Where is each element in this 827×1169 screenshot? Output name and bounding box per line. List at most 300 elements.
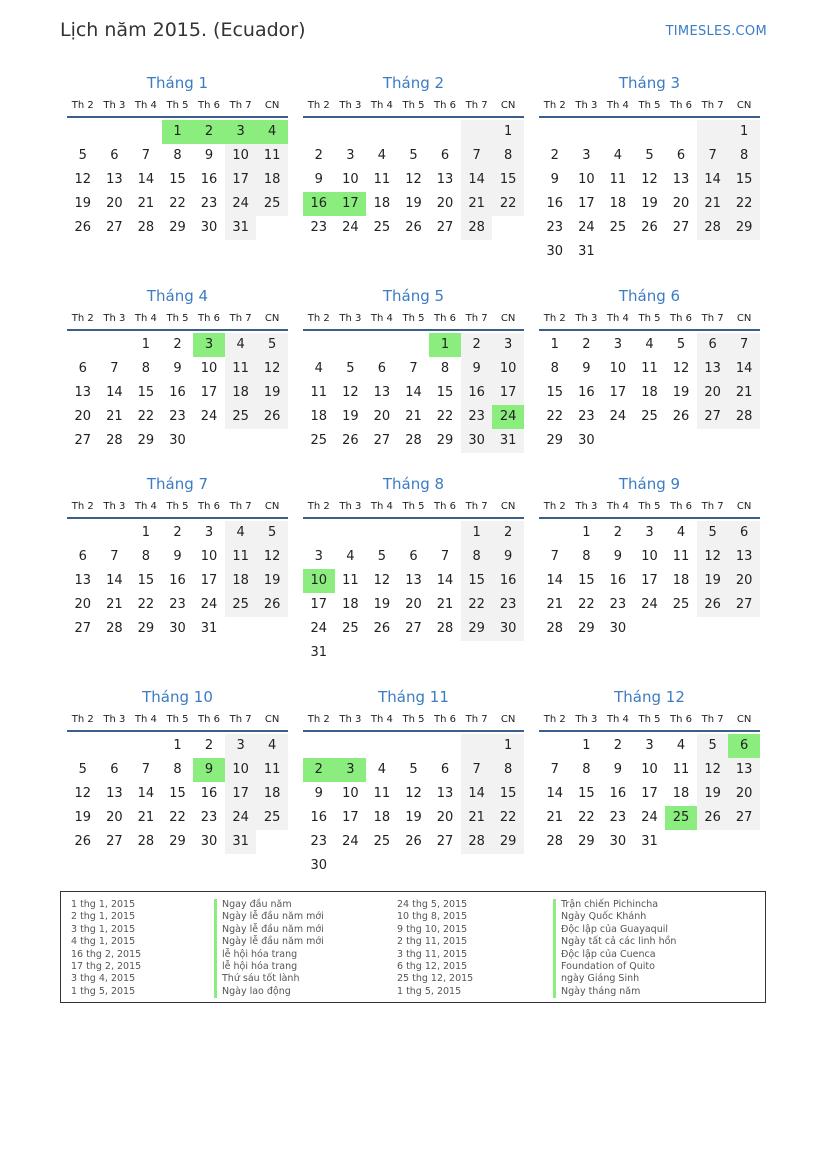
- day-cell: 6: [78, 361, 87, 376]
- day-cell: 10: [342, 172, 359, 187]
- day-cell: 30: [461, 429, 493, 453]
- day-cell: 21: [436, 597, 454, 612]
- weekday-label: CN: [264, 99, 280, 111]
- day-cell: 17: [641, 786, 658, 801]
- day-cell: 11: [373, 786, 391, 801]
- day-cell: 13: [373, 385, 391, 400]
- day-cell: 25: [225, 593, 257, 617]
- day-cell: 5: [409, 148, 418, 163]
- weekday-label: Th 2: [71, 99, 94, 111]
- day-cell: 28: [436, 621, 454, 636]
- day-cell: 20: [728, 782, 760, 806]
- day-cell: 29: [492, 830, 524, 854]
- empty-cell: [130, 734, 162, 758]
- day-cell: 24: [200, 409, 218, 424]
- day-cell: 20: [74, 409, 92, 424]
- day-cell: 8: [582, 549, 591, 564]
- day-cell: 29: [137, 621, 155, 636]
- empty-cell: [303, 521, 335, 545]
- day-cell: 29: [169, 220, 186, 235]
- day-cell: 16: [200, 172, 218, 187]
- day-cell: 27: [728, 806, 760, 830]
- day-cell: 26: [672, 409, 690, 424]
- day-cell: 28: [137, 220, 155, 235]
- weekday-label: Th 3: [339, 500, 362, 512]
- day-cell: 29: [728, 216, 760, 240]
- day-cell: 17: [578, 196, 595, 211]
- weekday-label: Th 5: [638, 99, 661, 111]
- weekday-label: Th 5: [402, 312, 425, 324]
- weekday-label: Th 7: [229, 713, 252, 725]
- month-block: [303, 473, 524, 665]
- weekday-header: [67, 708, 288, 732]
- day-cell: 5: [697, 734, 729, 758]
- day-cell: 27: [106, 834, 123, 849]
- month-title: Tháng 8: [382, 475, 445, 493]
- weekday-label: Th 4: [370, 312, 393, 324]
- day-cell: 29: [578, 621, 595, 636]
- weekday-label: Th 7: [465, 312, 488, 324]
- day-cell: 24: [200, 597, 218, 612]
- day-cell: 22: [492, 806, 524, 830]
- day-cell: 9: [314, 172, 323, 187]
- legend-holiday-name: Foundation of Quito: [553, 961, 676, 973]
- day-cell: 6: [697, 333, 729, 357]
- empty-cell: [461, 120, 493, 144]
- weekday-label: CN: [264, 713, 280, 725]
- day-cell: 1: [141, 337, 151, 352]
- day-cell: 8: [461, 545, 493, 569]
- day-cell: 25: [609, 220, 627, 235]
- weekday-label: CN: [500, 500, 516, 512]
- day-cell: 20: [436, 196, 454, 211]
- day-cell: 18: [225, 381, 257, 405]
- day-cell: 11: [342, 573, 359, 588]
- day-cell: 10: [578, 172, 595, 187]
- day-cell: 12: [256, 545, 288, 569]
- day-cell: 12: [373, 573, 391, 588]
- day-cell: 27: [672, 220, 690, 235]
- weekday-label: Th 7: [229, 500, 252, 512]
- day-cell: 22: [492, 192, 524, 216]
- day-cell: 19: [672, 385, 690, 400]
- day-cell: 30: [492, 617, 524, 641]
- day-cell: 13: [672, 172, 690, 187]
- weekday-label: Th 2: [543, 713, 566, 725]
- day-cell: 5: [409, 762, 418, 777]
- day-cell: 18: [256, 168, 288, 192]
- day-cell: 13: [728, 758, 760, 782]
- day-cell: 9: [314, 786, 323, 801]
- day-cell: 26: [373, 621, 391, 636]
- day-cell: 21: [728, 381, 760, 405]
- empty-cell: [130, 120, 162, 144]
- day-cell: 5: [256, 521, 288, 545]
- day-cell: 6: [377, 361, 387, 376]
- day-cell: 10: [641, 762, 658, 777]
- empty-cell: [67, 521, 99, 545]
- month-block: [67, 473, 288, 641]
- weekday-label: Th 6: [670, 713, 693, 725]
- empty-cell: [335, 734, 367, 758]
- day-cell: 3: [613, 337, 623, 352]
- month-title: Tháng 10: [142, 688, 213, 706]
- day-cell: 31: [492, 429, 524, 453]
- holiday-day: 9: [193, 758, 225, 782]
- day-cell: 18: [641, 385, 658, 400]
- weekday-label: Th 2: [543, 312, 566, 324]
- day-cell: 12: [74, 786, 92, 801]
- day-grid: [539, 118, 760, 264]
- day-cell: 14: [436, 573, 454, 588]
- weekday-label: Th 7: [701, 713, 724, 725]
- weekday-label: Th 3: [575, 713, 598, 725]
- day-grid: [67, 331, 288, 453]
- legend-holiday-name: Ngày lễ đầu năm mới: [214, 936, 324, 948]
- day-cell: 15: [728, 168, 760, 192]
- day-cell: 25: [373, 220, 391, 235]
- day-cell: 5: [78, 148, 87, 163]
- weekday-label: Th 7: [465, 500, 488, 512]
- day-cell: 6: [110, 762, 119, 777]
- day-cell: 27: [373, 433, 391, 448]
- day-cell: 20: [697, 381, 729, 405]
- legend-date: 1 thg 5, 2015: [397, 985, 462, 997]
- day-cell: 23: [310, 834, 328, 849]
- month-title: Tháng 11: [378, 688, 449, 706]
- legend-holiday-name: Thứ sáu tốt lành: [214, 973, 324, 985]
- holiday-day: 3: [193, 333, 225, 357]
- day-cell: 27: [436, 834, 454, 849]
- day-cell: 22: [137, 597, 155, 612]
- day-cell: 21: [546, 810, 564, 825]
- day-cell: 19: [405, 196, 422, 211]
- day-cell: 4: [256, 734, 288, 758]
- empty-cell: [303, 120, 335, 144]
- empty-cell: [539, 521, 571, 545]
- day-cell: 22: [578, 597, 595, 612]
- day-cell: 13: [106, 786, 123, 801]
- legend-date: 3 thg 4, 2015: [71, 973, 136, 985]
- legend-date: 4 thg 1, 2015: [71, 936, 136, 948]
- day-cell: 25: [310, 433, 328, 448]
- day-cell: 21: [137, 196, 155, 211]
- weekday-label: Th 3: [575, 500, 598, 512]
- day-cell: 18: [310, 409, 328, 424]
- day-cell: 14: [461, 168, 493, 192]
- day-cell: 23: [609, 810, 627, 825]
- empty-cell: [665, 120, 697, 144]
- day-cell: 28: [546, 621, 564, 636]
- day-cell: 16: [609, 573, 627, 588]
- day-cell: 2: [314, 148, 323, 163]
- weekday-label: CN: [264, 500, 280, 512]
- day-cell: 26: [405, 220, 422, 235]
- day-cell: 26: [256, 593, 288, 617]
- legend-holiday-name: Ngày lễ đầu năm mới: [214, 911, 324, 923]
- empty-cell: [99, 734, 131, 758]
- legend-date: 10 thg 8, 2015: [397, 911, 468, 923]
- day-cell: 9: [582, 361, 591, 376]
- day-cell: 19: [256, 569, 288, 593]
- month-block: [539, 686, 760, 854]
- day-cell: 2: [613, 525, 623, 540]
- day-cell: 27: [106, 220, 123, 235]
- day-cell: 14: [697, 168, 729, 192]
- day-cell: 10: [225, 758, 257, 782]
- day-cell: 7: [141, 148, 151, 163]
- day-cell: 15: [578, 573, 595, 588]
- day-cell: 20: [728, 569, 760, 593]
- day-cell: 7: [697, 144, 729, 168]
- empty-cell: [697, 120, 729, 144]
- day-cell: 5: [676, 337, 686, 352]
- day-cell: 10: [609, 361, 627, 376]
- day-cell: 4: [645, 337, 654, 352]
- weekday-label: Th 4: [134, 500, 157, 512]
- weekday-label: Th 4: [370, 713, 393, 725]
- empty-cell: [571, 120, 603, 144]
- empty-cell: [67, 734, 99, 758]
- legend-dates-right: [397, 899, 473, 998]
- weekday-label: Th 4: [370, 500, 393, 512]
- month-block: [303, 285, 524, 453]
- day-cell: 5: [697, 521, 729, 545]
- site-link[interactable]: TIMESLES.COM: [665, 24, 767, 39]
- weekday-label: Th 6: [670, 500, 693, 512]
- day-cell: 21: [137, 810, 155, 825]
- empty-cell: [398, 521, 430, 545]
- month-title: Tháng 7: [146, 475, 209, 493]
- legend-date: 6 thg 12, 2015: [397, 961, 468, 973]
- day-cell: 21: [461, 806, 493, 830]
- day-cell: 7: [461, 758, 493, 782]
- day-cell: 19: [697, 782, 729, 806]
- day-cell: 14: [106, 573, 123, 588]
- holiday-day: 2: [193, 120, 225, 144]
- day-cell: 1: [173, 738, 182, 753]
- day-cell: 8: [440, 361, 450, 376]
- day-cell: 24: [310, 621, 328, 636]
- day-cell: 14: [137, 786, 155, 801]
- weekday-label: Th 6: [198, 99, 221, 111]
- day-cell: 17: [225, 168, 257, 192]
- day-cell: 30: [609, 621, 627, 636]
- weekday-label: Th 5: [402, 713, 425, 725]
- weekday-label: Th 5: [166, 500, 189, 512]
- day-cell: 10: [225, 144, 257, 168]
- day-cell: 14: [461, 782, 493, 806]
- day-cell: 9: [173, 361, 182, 376]
- day-cell: 28: [137, 834, 155, 849]
- day-cell: 20: [74, 597, 92, 612]
- day-cell: 16: [609, 786, 627, 801]
- month-block: [539, 72, 760, 264]
- holiday-day: 10: [303, 569, 335, 593]
- day-cell: 23: [200, 196, 218, 211]
- weekday-header: [303, 495, 524, 519]
- day-cell: 23: [169, 409, 186, 424]
- day-cell: 15: [137, 385, 155, 400]
- day-cell: 20: [106, 196, 123, 211]
- weekday-header: [67, 94, 288, 118]
- month-title: Tháng 1: [146, 74, 209, 92]
- day-cell: 27: [405, 621, 422, 636]
- day-cell: 31: [200, 621, 218, 636]
- day-cell: 12: [256, 357, 288, 381]
- day-cell: 13: [74, 385, 92, 400]
- weekday-label: Th 3: [103, 500, 126, 512]
- day-cell: 19: [405, 810, 422, 825]
- weekday-label: Th 5: [638, 312, 661, 324]
- day-cell: 21: [405, 409, 422, 424]
- day-cell: 28: [106, 621, 123, 636]
- empty-cell: [303, 333, 335, 357]
- weekday-label: Th 4: [134, 713, 157, 725]
- empty-cell: [303, 734, 335, 758]
- day-cell: 22: [169, 810, 186, 825]
- day-cell: 27: [697, 405, 729, 429]
- day-cell: 4: [314, 361, 323, 376]
- day-cell: 27: [728, 593, 760, 617]
- legend-holiday-name: Ngày tất cả các linh hồn: [553, 936, 676, 948]
- day-cell: 19: [256, 381, 288, 405]
- weekday-label: CN: [500, 99, 516, 111]
- day-cell: 10: [342, 786, 359, 801]
- day-cell: 10: [492, 357, 524, 381]
- empty-cell: [429, 734, 461, 758]
- legend-holiday-name: Ngày Quốc Khánh: [553, 911, 676, 923]
- day-cell: 13: [697, 357, 729, 381]
- day-cell: 4: [377, 148, 387, 163]
- day-cell: 27: [436, 220, 454, 235]
- weekday-label: Th 2: [71, 713, 94, 725]
- legend-date: 3 thg 1, 2015: [71, 923, 136, 935]
- day-cell: 6: [676, 148, 686, 163]
- day-cell: 30: [609, 834, 627, 849]
- weekday-label: Th 6: [434, 713, 457, 725]
- day-cell: 14: [405, 385, 422, 400]
- day-cell: 3: [346, 148, 355, 163]
- weekday-label: Th 2: [71, 312, 94, 324]
- day-cell: 1: [582, 525, 591, 540]
- day-cell: 2: [204, 738, 214, 753]
- day-cell: 26: [697, 593, 729, 617]
- day-cell: 3: [645, 738, 654, 753]
- day-cell: 2: [492, 521, 524, 545]
- weekday-header: [67, 495, 288, 519]
- page-title: Lịch năm 2015. (Ecuador): [60, 19, 306, 41]
- day-cell: 30: [546, 244, 564, 259]
- day-cell: 6: [78, 549, 87, 564]
- day-cell: 11: [609, 172, 627, 187]
- day-cell: 22: [169, 196, 186, 211]
- weekday-label: Th 5: [402, 500, 425, 512]
- legend-date: 1 thg 1, 2015: [71, 899, 136, 910]
- weekday-header: [67, 307, 288, 331]
- day-cell: 30: [578, 433, 595, 448]
- day-cell: 8: [728, 144, 760, 168]
- day-cell: 22: [137, 409, 155, 424]
- day-cell: 9: [492, 545, 524, 569]
- holiday-day: 6: [728, 734, 760, 758]
- day-cell: 28: [461, 830, 493, 854]
- day-cell: 6: [440, 762, 450, 777]
- empty-cell: [99, 120, 131, 144]
- day-cell: 6: [440, 148, 450, 163]
- day-cell: 7: [440, 549, 450, 564]
- day-cell: 15: [546, 385, 564, 400]
- legend-date: 16 thg 2, 2015: [71, 948, 142, 960]
- day-cell: 12: [697, 758, 729, 782]
- day-cell: 18: [609, 196, 627, 211]
- day-cell: 12: [405, 786, 422, 801]
- weekday-label: Th 3: [339, 713, 362, 725]
- month-title: Tháng 12: [614, 688, 685, 706]
- day-cell: 4: [225, 333, 257, 357]
- day-cell: 7: [461, 144, 493, 168]
- month-title: Tháng 4: [146, 287, 209, 305]
- day-cell: 4: [225, 521, 257, 545]
- month-block: [303, 686, 524, 878]
- day-cell: 7: [110, 549, 119, 564]
- day-cell: 18: [672, 573, 690, 588]
- day-cell: 15: [578, 786, 595, 801]
- day-cell: 6: [728, 521, 760, 545]
- day-cell: 13: [405, 573, 422, 588]
- day-cell: 3: [225, 734, 257, 758]
- day-cell: 10: [200, 549, 218, 564]
- empty-cell: [99, 521, 131, 545]
- weekday-label: Th 2: [71, 500, 94, 512]
- weekday-label: Th 6: [198, 312, 221, 324]
- day-grid: [303, 118, 524, 240]
- day-cell: 13: [74, 573, 92, 588]
- day-cell: 21: [546, 597, 564, 612]
- day-cell: 7: [728, 333, 760, 357]
- weekday-label: Th 5: [166, 99, 189, 111]
- day-grid: [67, 519, 288, 641]
- legend-holiday-name: lễ hội hóa trang: [214, 961, 324, 973]
- day-grid: [303, 732, 524, 878]
- day-cell: 2: [582, 337, 591, 352]
- day-cell: 25: [256, 192, 288, 216]
- legend-holiday-name: Độc lập của Cuenca: [553, 949, 676, 961]
- empty-cell: [398, 333, 430, 357]
- holiday-legend: [60, 891, 766, 1003]
- day-cell: 29: [137, 433, 155, 448]
- day-cell: 2: [613, 738, 623, 753]
- day-cell: 12: [697, 545, 729, 569]
- day-cell: 24: [578, 220, 595, 235]
- empty-cell: [461, 734, 493, 758]
- legend-date: 25 thg 12, 2015: [397, 973, 474, 985]
- legend-date: 2 thg 11, 2015: [397, 936, 468, 948]
- weekday-label: Th 5: [638, 500, 661, 512]
- day-cell: 17: [225, 782, 257, 806]
- day-cell: 11: [672, 762, 690, 777]
- day-cell: 22: [436, 409, 454, 424]
- day-cell: 22: [461, 593, 493, 617]
- holiday-day: 1: [429, 333, 461, 357]
- weekday-label: CN: [264, 312, 280, 324]
- day-cell: 15: [169, 172, 186, 187]
- day-cell: 6: [409, 549, 418, 564]
- day-cell: 25: [342, 621, 359, 636]
- day-cell: 17: [342, 810, 359, 825]
- day-cell: 2: [550, 148, 559, 163]
- month-block: [67, 72, 288, 240]
